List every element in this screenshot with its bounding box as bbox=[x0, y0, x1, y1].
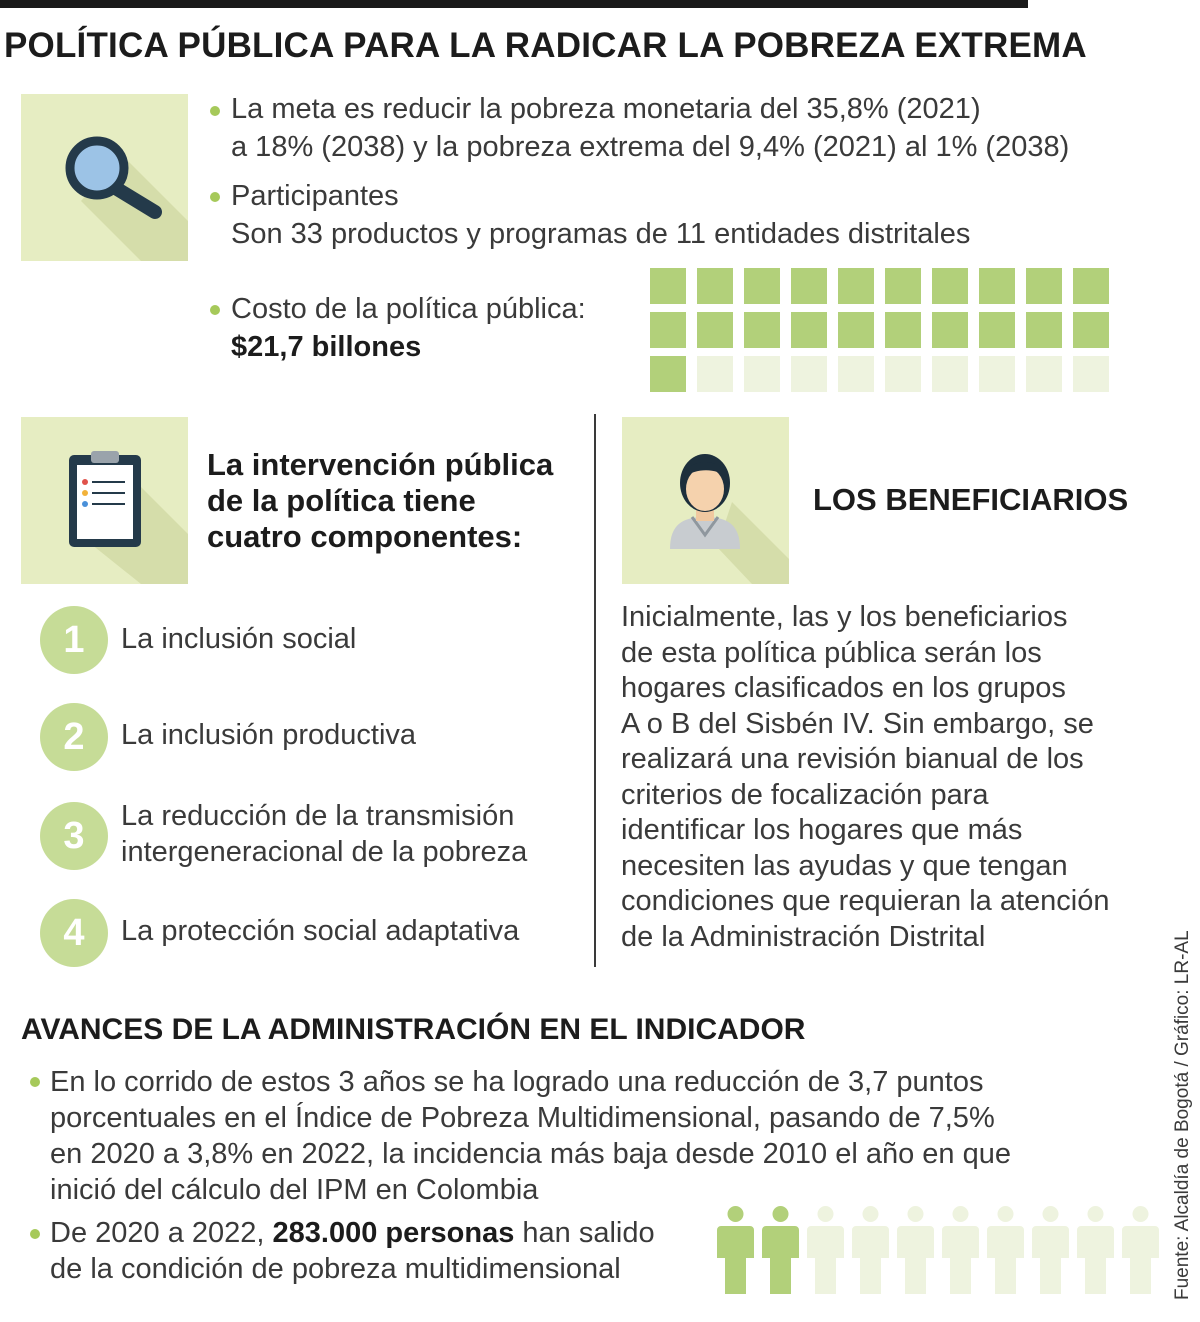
cost-square-filled bbox=[650, 312, 686, 348]
progress-item-1 bbox=[50, 1064, 1011, 1208]
bullet-dot bbox=[30, 1077, 40, 1087]
magnifier-icon bbox=[21, 94, 188, 261]
cost-square-grid bbox=[650, 268, 1109, 392]
progress-item-2-line-2: de la condición de pobreza multidimensional bbox=[50, 1253, 621, 1285]
person-icon-filled bbox=[762, 1206, 799, 1296]
cost-square-filled bbox=[979, 312, 1015, 348]
bullet-dot bbox=[210, 192, 220, 202]
people-count: 283.000 personas bbox=[272, 1217, 515, 1249]
component-text bbox=[121, 621, 356, 657]
person-avatar-icon bbox=[622, 417, 789, 584]
people-pictogram bbox=[717, 1206, 1159, 1296]
beneficiaries-line: criterios de focalización para bbox=[621, 778, 989, 811]
cost-square-filled bbox=[838, 268, 874, 304]
goal-line-1: La meta es reducir la pobreza monetaria del 35,8% (2021) bbox=[231, 93, 981, 125]
cost-square-empty bbox=[885, 356, 921, 392]
cost-square-filled bbox=[885, 312, 921, 348]
component-text bbox=[121, 913, 519, 949]
person-icon-empty bbox=[1122, 1206, 1159, 1296]
component-text bbox=[121, 798, 527, 870]
component-text-line-1: La inclusión social bbox=[121, 623, 357, 655]
beneficiaries-line: de la Administración Distrital bbox=[621, 920, 986, 953]
intervention-heading-line-3: cuatro componentes: bbox=[207, 519, 523, 554]
progress-item-2 bbox=[50, 1215, 655, 1287]
cost-block bbox=[231, 290, 586, 366]
cost-value: $21,7 billones bbox=[231, 331, 422, 363]
cost-label: Costo de la política pública: bbox=[231, 293, 586, 325]
component-item bbox=[40, 703, 580, 773]
cost-square-filled bbox=[697, 312, 733, 348]
intervention-heading-line-1: La intervención pública bbox=[207, 447, 554, 482]
person-icon-filled bbox=[717, 1206, 754, 1296]
person-icon-empty bbox=[987, 1206, 1024, 1296]
person-icon-empty bbox=[942, 1206, 979, 1296]
cost-square-filled bbox=[932, 312, 968, 348]
beneficiaries-line: realizará una revisión bianual de los bbox=[621, 743, 1084, 775]
cost-square-empty bbox=[1026, 356, 1062, 392]
beneficiaries-line: hogares clasificados en los grupos bbox=[621, 672, 1066, 704]
progress-item-1-line: en 2020 a 3,8% en 2022, la incidencia más baja desde 2010 el año en que bbox=[50, 1138, 1011, 1170]
progress-item-1-line: En lo corrido de estos 3 años se ha logrado una reducción de 3,7 puntos bbox=[50, 1066, 984, 1098]
beneficiaries-text bbox=[621, 600, 1181, 955]
cost-square-filled bbox=[697, 268, 733, 304]
cost-square-empty bbox=[979, 356, 1015, 392]
progress-item-2-suffix: han salido bbox=[514, 1217, 655, 1249]
cost-square-filled bbox=[979, 268, 1015, 304]
cost-square-filled bbox=[791, 312, 827, 348]
bullet-dot bbox=[210, 305, 220, 315]
cost-square-filled bbox=[1026, 312, 1062, 348]
column-divider bbox=[594, 414, 596, 967]
person-icon-empty bbox=[1032, 1206, 1069, 1296]
cost-square-empty bbox=[697, 356, 733, 392]
page-title: POLÍTICA PÚBLICA PARA LA RADICAR LA POBREZA EXTREMA bbox=[4, 26, 1087, 65]
component-text-line-1: La protección social adaptativa bbox=[121, 915, 520, 947]
cost-square-empty bbox=[932, 356, 968, 392]
cost-square-empty bbox=[791, 356, 827, 392]
component-number: 3 bbox=[40, 802, 108, 870]
person-icon-empty bbox=[852, 1206, 889, 1296]
component-item bbox=[40, 899, 580, 969]
clipboard-icon bbox=[21, 417, 188, 584]
goal-line-2: a 18% (2038) y la pobreza extrema del 9,4% (2021) al 1% (2038) bbox=[231, 131, 1070, 163]
cost-square-filled bbox=[650, 268, 686, 304]
cost-square-filled bbox=[838, 312, 874, 348]
progress-item-1-line: porcentuales en el Índice de Pobreza Multidimensional, pasando de 7,5% bbox=[50, 1102, 995, 1134]
cost-square-filled bbox=[1026, 268, 1062, 304]
participants-block bbox=[231, 177, 970, 253]
beneficiaries-line: Inicialmente, las y los beneficiarios bbox=[621, 601, 1068, 633]
cost-square-filled bbox=[1073, 312, 1109, 348]
progress-item-2-line-1 bbox=[50, 1215, 655, 1251]
participants-text: Son 33 productos y programas de 11 entidades distritales bbox=[231, 218, 971, 250]
person-icon-empty bbox=[897, 1206, 934, 1296]
cost-square-filled bbox=[744, 268, 780, 304]
progress-item-2-prefix: De 2020 a 2022, bbox=[50, 1217, 273, 1249]
participants-label: Participantes bbox=[231, 180, 399, 212]
component-text bbox=[121, 717, 416, 753]
cost-square-filled bbox=[932, 268, 968, 304]
person-icon-empty bbox=[807, 1206, 844, 1296]
beneficiaries-line: identificar los hogares que más bbox=[621, 814, 1023, 846]
cost-square-filled bbox=[650, 356, 686, 392]
bullet-dot bbox=[210, 106, 220, 116]
intervention-heading-line-2: de la política tiene bbox=[207, 483, 476, 518]
intervention-heading bbox=[207, 447, 553, 555]
cost-square-filled bbox=[885, 268, 921, 304]
cost-square-empty bbox=[744, 356, 780, 392]
beneficiaries-line: de esta política pública serán los bbox=[621, 636, 1042, 669]
beneficiaries-line: A o B del Sisbén IV. Sin embargo, se bbox=[621, 707, 1094, 740]
beneficiaries-line: necesiten las ayudas y que tengan bbox=[621, 849, 1068, 882]
progress-item-1-line: inició del cálculo del IPM en Colombia bbox=[50, 1174, 539, 1206]
component-text-line-1: La reducción de la transmisión bbox=[121, 800, 515, 832]
cost-square-filled bbox=[744, 312, 780, 348]
source-credit: Fuente: Alcaldía de Bogotá / Gráfico: LR-AL bbox=[1172, 930, 1193, 1300]
cost-square-filled bbox=[791, 268, 827, 304]
beneficiaries-line: condiciones que requieran la atención bbox=[621, 885, 1110, 917]
component-item bbox=[40, 606, 580, 676]
component-number: 2 bbox=[40, 703, 108, 771]
person-icon-empty bbox=[1077, 1206, 1114, 1296]
component-text-line-2: intergeneracional de la pobreza bbox=[121, 836, 528, 868]
component-text-line-1: La inclusión productiva bbox=[121, 719, 417, 751]
component-number: 4 bbox=[40, 899, 108, 967]
bullet-dot bbox=[30, 1229, 40, 1239]
beneficiaries-heading: LOS BENEFICIARIOS bbox=[813, 482, 1129, 517]
component-item bbox=[40, 802, 580, 872]
cost-square-filled bbox=[1073, 268, 1109, 304]
cost-square-empty bbox=[1073, 356, 1109, 392]
component-number: 1 bbox=[40, 606, 108, 674]
goal-text bbox=[231, 90, 1069, 166]
progress-heading: AVANCES DE LA ADMINISTRACIÓN EN EL INDICADOR bbox=[21, 1013, 806, 1046]
cost-square-empty bbox=[838, 356, 874, 392]
top-rule bbox=[0, 0, 1028, 8]
